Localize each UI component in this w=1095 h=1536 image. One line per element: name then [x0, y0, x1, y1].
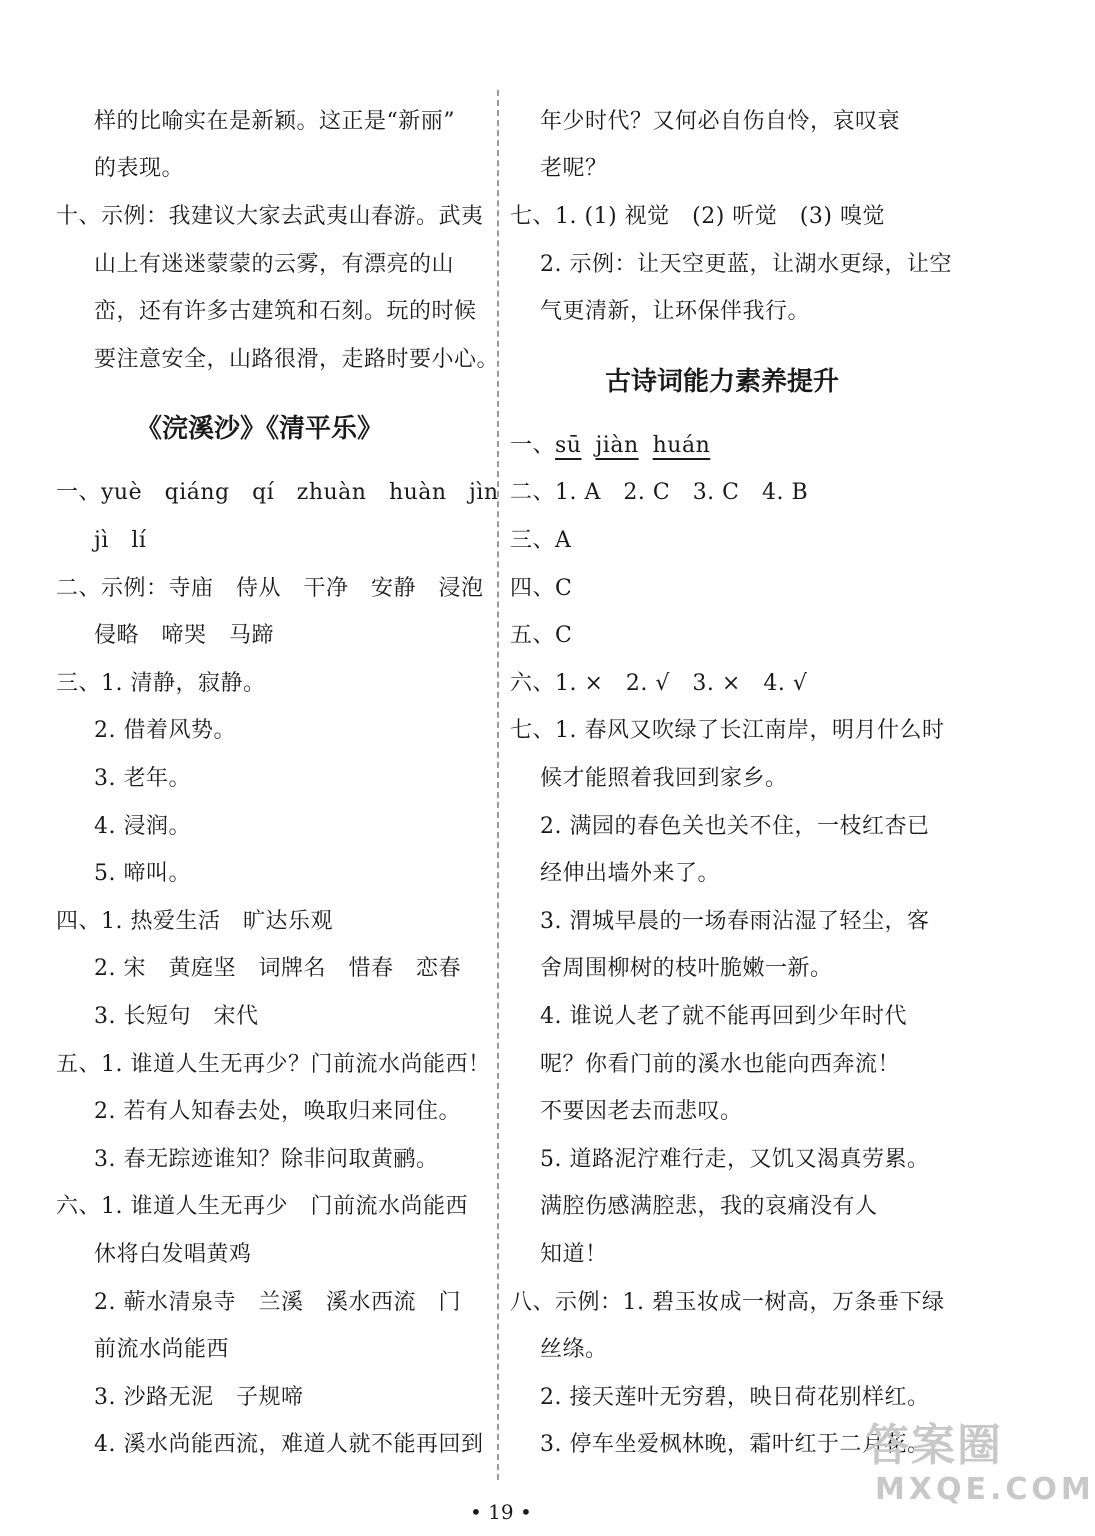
text-line: 二、示例：寺庙 侍从 干净 安静 浸泡 [56, 576, 484, 601]
text-line: 样的比喻实在是新颖。这正是“新丽” [94, 109, 455, 134]
watermark-domain: MXQE.COM [875, 1472, 1095, 1507]
text-line: 侵略 啼哭 马蹄 [94, 623, 275, 648]
section-heading: 古诗词能力素养提升 [605, 367, 840, 397]
text-line: 四、1. 热爱生活 旷达乐观 [56, 909, 333, 934]
text-line: 3. 春无踪迹谁知？除非问取黄鹂。 [94, 1147, 439, 1172]
watermark-text: 答案圈 [865, 1420, 1003, 1471]
text-line: 七、1. (1) 视觉 (2) 听觉 (3) 嗅觉 [510, 204, 885, 229]
text-line: 的表现。 [94, 156, 185, 181]
text-line: 气更清新，让环保伴我行。 [540, 299, 811, 324]
text-line: 5. 啼叫。 [94, 861, 191, 886]
pinyin-blank: jiàn [595, 433, 639, 458]
text-line: 八、示例：1. 碧玉妆成一树高，万条垂下绿 [510, 1290, 945, 1315]
text-line: 3. 老年。 [94, 766, 191, 791]
text-line: 五、C [510, 623, 573, 648]
text-line: 经伸出墙外来了。 [540, 861, 721, 886]
text-line: 2. 蕲水清泉寺 兰溪 溪水西流 门 [94, 1290, 461, 1315]
text-line: 知道！ [540, 1242, 608, 1267]
text-line: 四、C [510, 576, 573, 601]
text-line: 三、1. 清静，寂静。 [56, 671, 266, 696]
text-line: 2. 示例：让天空更蓝，让湖水更绿，让空 [540, 252, 952, 277]
text-line: 六、1. 谁道人生无再少 门前流水尚能西 [56, 1194, 468, 1219]
text-line: 休将白发唱黄鸡 [94, 1242, 252, 1267]
text-line: 4. 浸润。 [94, 814, 191, 839]
text-line: 3. 停车坐爱枫林晚，霜叶红于二月花。 [540, 1432, 930, 1457]
pinyin-blank: sū [555, 433, 582, 458]
text-line: 2. 借着风势。 [94, 718, 236, 743]
pinyin-line [510, 431, 724, 461]
text-line: 呢？你看门前的溪水也能向西奔流！ [540, 1052, 901, 1077]
text-line: 二、1. A 2. C 3. C 4. B [510, 480, 809, 505]
text-line: 3. 长短句 宋代 [94, 1004, 259, 1029]
text-line: 2. 满园的春色关也关不住，一枝红杏已 [540, 814, 930, 839]
text-line: 年少时代？又何必自伤自怜，哀叹衰 [540, 109, 901, 134]
page-number: • 19 • [470, 1500, 532, 1524]
text-line: 舍周围柳树的枝叶脆嫩一新。 [540, 956, 833, 981]
text-line: 六、1. × 2. √ 3. × 4. √ [510, 671, 808, 696]
pinyin-blank: huán [652, 433, 711, 458]
text-line: 一、yuè qiáng qí zhuàn huàn jìn [56, 480, 499, 505]
text-line: 2. 宋 黄庭坚 词牌名 惜春 恋春 [94, 956, 461, 981]
text-line: 2. 接天莲叶无穷碧，映日荷花别样红。 [540, 1385, 930, 1410]
text-line: 三、A [510, 528, 572, 553]
item-number: 一、 [510, 433, 556, 458]
text-line: 老呢？ [540, 156, 608, 181]
text-line: 五、1. 谁道人生无再少？门前流水尚能西！ [56, 1052, 491, 1077]
text-line: 山上有迷迷蒙蒙的云雾，有漂亮的山 [94, 252, 455, 277]
text-line: 前流水尚能西 [94, 1337, 230, 1362]
text-line: 十、示例：我建议大家去武夷山春游。武夷 [56, 204, 484, 229]
section-heading: 《浣溪沙》《清平乐》 [136, 414, 384, 444]
text-line: 2. 若有人知春去处，唤取归来同住。 [94, 1099, 461, 1124]
text-line: 3. 沙路无泥 子规啼 [94, 1385, 304, 1410]
text-line: jì lí [94, 528, 147, 553]
text-line: 不要因老去而悲叹。 [540, 1099, 743, 1124]
text-line: 5. 道路泥泞难行走，又饥又渴真劳累。 [540, 1147, 930, 1172]
text-line: 满腔伤感满腔悲，我的哀痛没有人 [540, 1194, 878, 1219]
watermark-logo [865, 1420, 1095, 1530]
text-line: 候才能照着我回到家乡。 [540, 766, 788, 791]
text-line: 七、1. 春风又吹绿了长江南岸，明月什么时 [510, 718, 945, 743]
text-line: 丝绦。 [540, 1337, 608, 1362]
text-line: 峦，还有许多古建筑和石刻。玩的时候 [94, 299, 477, 324]
text-line: 要注意安全，山路很滑，走路时要小心。 [94, 347, 500, 372]
column-divider [497, 90, 499, 1480]
text-line: 4. 溪水尚能西流，难道人就不能再回到 [94, 1432, 484, 1457]
text-line: 3. 渭城早晨的一场春雨沾湿了轻尘，客 [540, 909, 930, 934]
text-line: 4. 谁说人老了就不能再回到少年时代 [540, 1004, 907, 1029]
